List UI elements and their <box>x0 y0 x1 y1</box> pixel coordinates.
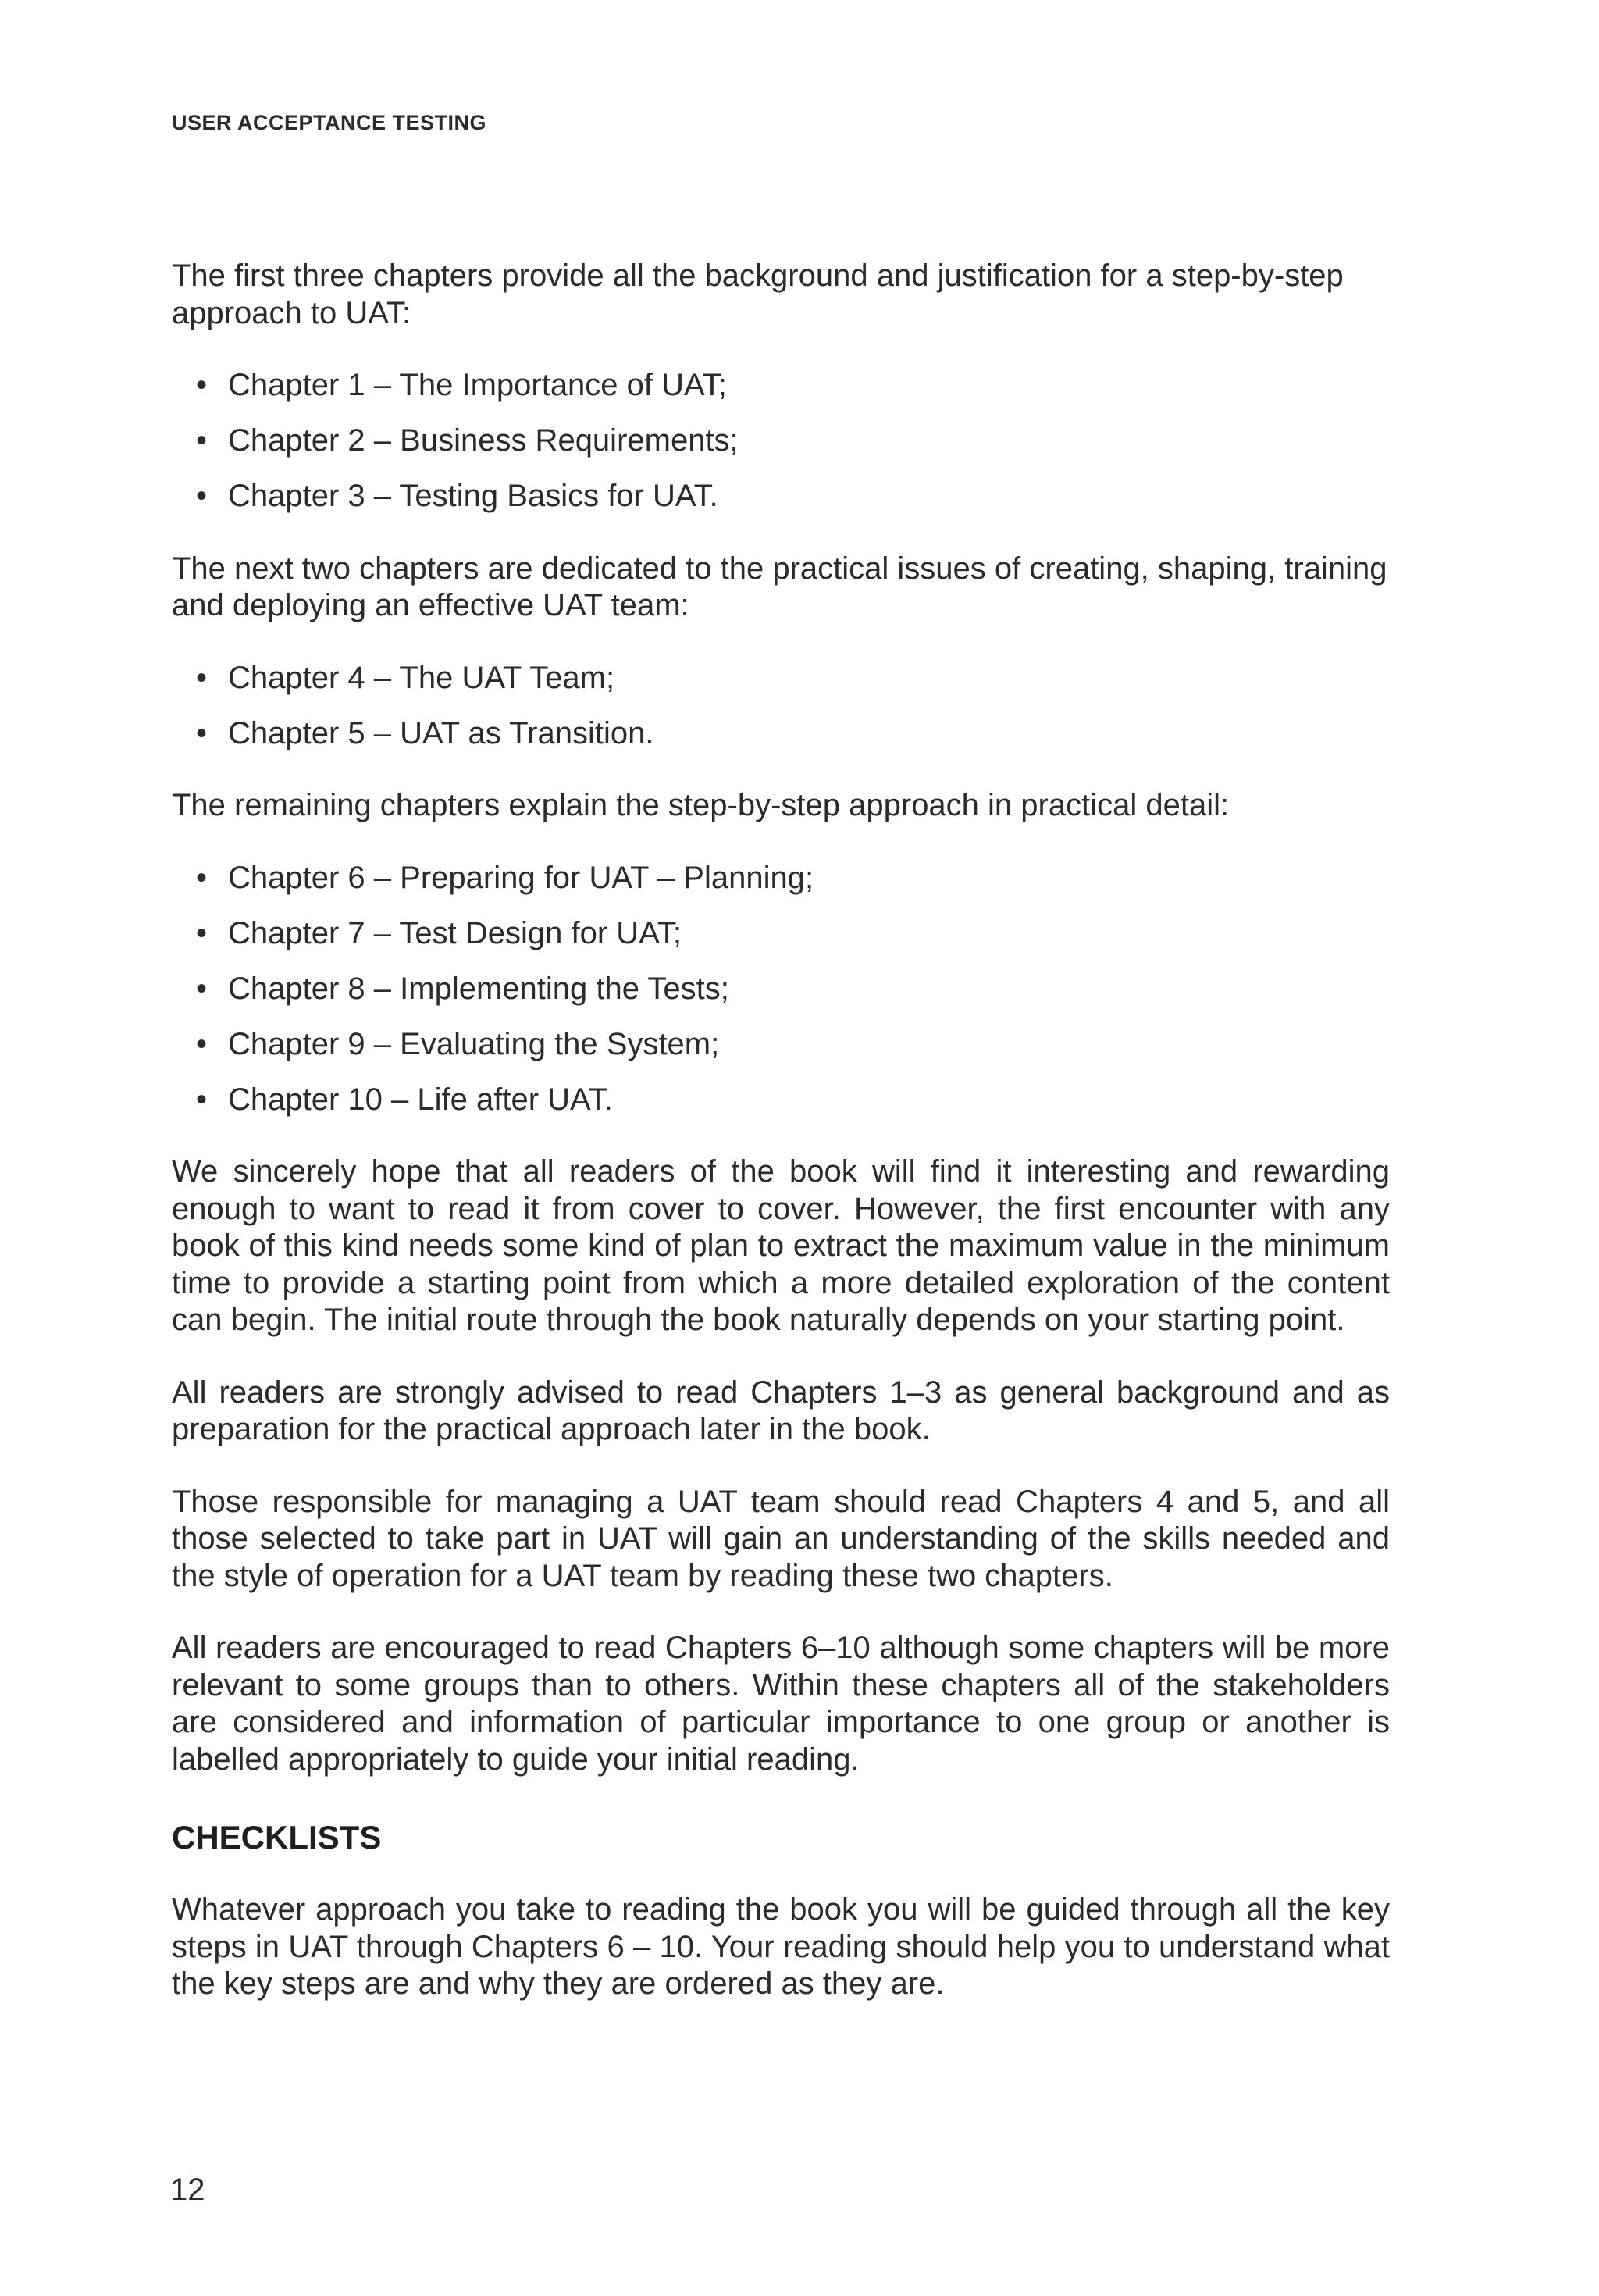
list-item-text: Chapter 9 – Evaluating the System; <box>228 1026 720 1061</box>
list-item-text: Chapter 10 – Life after UAT. <box>228 1082 613 1117</box>
bullet-icon: • <box>196 660 208 695</box>
bullet-icon: • <box>196 915 208 950</box>
list-item-text: Chapter 2 – Business Requirements; <box>228 423 739 458</box>
list-item-text: Chapter 4 – The UAT Team; <box>228 660 615 695</box>
list-item-text: Chapter 5 – UAT as Transition. <box>228 715 654 750</box>
chapter-list-background <box>172 367 1390 515</box>
bullet-icon: • <box>196 860 208 895</box>
list-item <box>172 1082 1390 1119</box>
checklists-paragraph: Whatever approach you take to reading the book you will be guided through all the key steps in UAT through Chapters 6 – 10. Your reading should help you to understand what the key steps are and why they are ordered as they are. <box>172 1892 1390 2001</box>
list-item <box>172 367 1390 405</box>
list-item <box>172 971 1390 1008</box>
list-item <box>172 915 1390 953</box>
bullet-icon: • <box>196 971 208 1006</box>
intro-paragraph-4: We sincerely hope that all readers of the book will find it interesting and rewarding enough to want to read it from cover to cover. However, the first encounter with any book of this kind needs some kind of plan to extract the maximum value in the minimum time to provide a starting point from which a more detailed exploration of the content can begin. The initial route through the book naturally depends on your starting point. <box>172 1154 1390 1337</box>
intro-paragraph-3: The remaining chapters explain the step-by-step approach in practical detail: <box>172 788 1230 822</box>
intro-paragraph-6: Those responsible for managing a UAT team should read Chapters 4 and 5, and all those selected to take part in UAT will gain an understanding of the skills needed and the style of operation for a UAT team by reading these two chapters. <box>172 1484 1390 1593</box>
bullet-icon: • <box>196 1082 208 1117</box>
chapter-list-practical <box>172 860 1390 1119</box>
list-item-text: Chapter 3 – Testing Basics for UAT. <box>228 479 718 513</box>
bullet-icon: • <box>196 368 208 402</box>
list-item-text: Chapter 1 – The Importance of UAT; <box>228 368 727 402</box>
bullet-icon: • <box>196 1026 208 1061</box>
bullet-icon: • <box>196 715 208 750</box>
intro-paragraph-7: All readers are encouraged to read Chapters 6–10 although some chapters will be more relevant to some groups than to others. Within these chapters all of the stakeholders are considered and information of particular importance to one group or another is labelled appropriately to guide your initial reading. <box>172 1631 1390 1777</box>
intro-paragraph-1: The first three chapters provide all the background and justification for a step-by-step approach to UAT: <box>172 258 1344 330</box>
list-item <box>172 715 1390 753</box>
intro-paragraph-2: The next two chapters are dedicated to the practical issues of creating, shaping, training and deploying an effective UAT team: <box>172 551 1387 622</box>
list-item <box>172 1026 1390 1064</box>
bullet-icon: • <box>196 479 208 513</box>
section-heading-checklists: CHECKLISTS <box>172 1819 382 1856</box>
page-body <box>172 258 1390 2003</box>
chapter-list-team <box>172 660 1390 753</box>
list-item <box>172 422 1390 460</box>
bullet-icon: • <box>196 423 208 458</box>
page-number: 12 <box>170 2173 205 2207</box>
list-item <box>172 478 1390 515</box>
intro-paragraph-5: All readers are strongly advised to read Chapters 1–3 as general background and as preparation for the practical approach later in the book. <box>172 1374 1390 1446</box>
list-item-text: Chapter 7 – Test Design for UAT; <box>228 915 682 950</box>
list-item <box>172 860 1390 897</box>
list-item <box>172 660 1390 697</box>
running-header: USER ACCEPTANCE TESTING <box>172 111 487 134</box>
list-item-text: Chapter 8 – Implementing the Tests; <box>228 971 729 1006</box>
list-item-text: Chapter 6 – Preparing for UAT – Planning; <box>228 860 814 895</box>
